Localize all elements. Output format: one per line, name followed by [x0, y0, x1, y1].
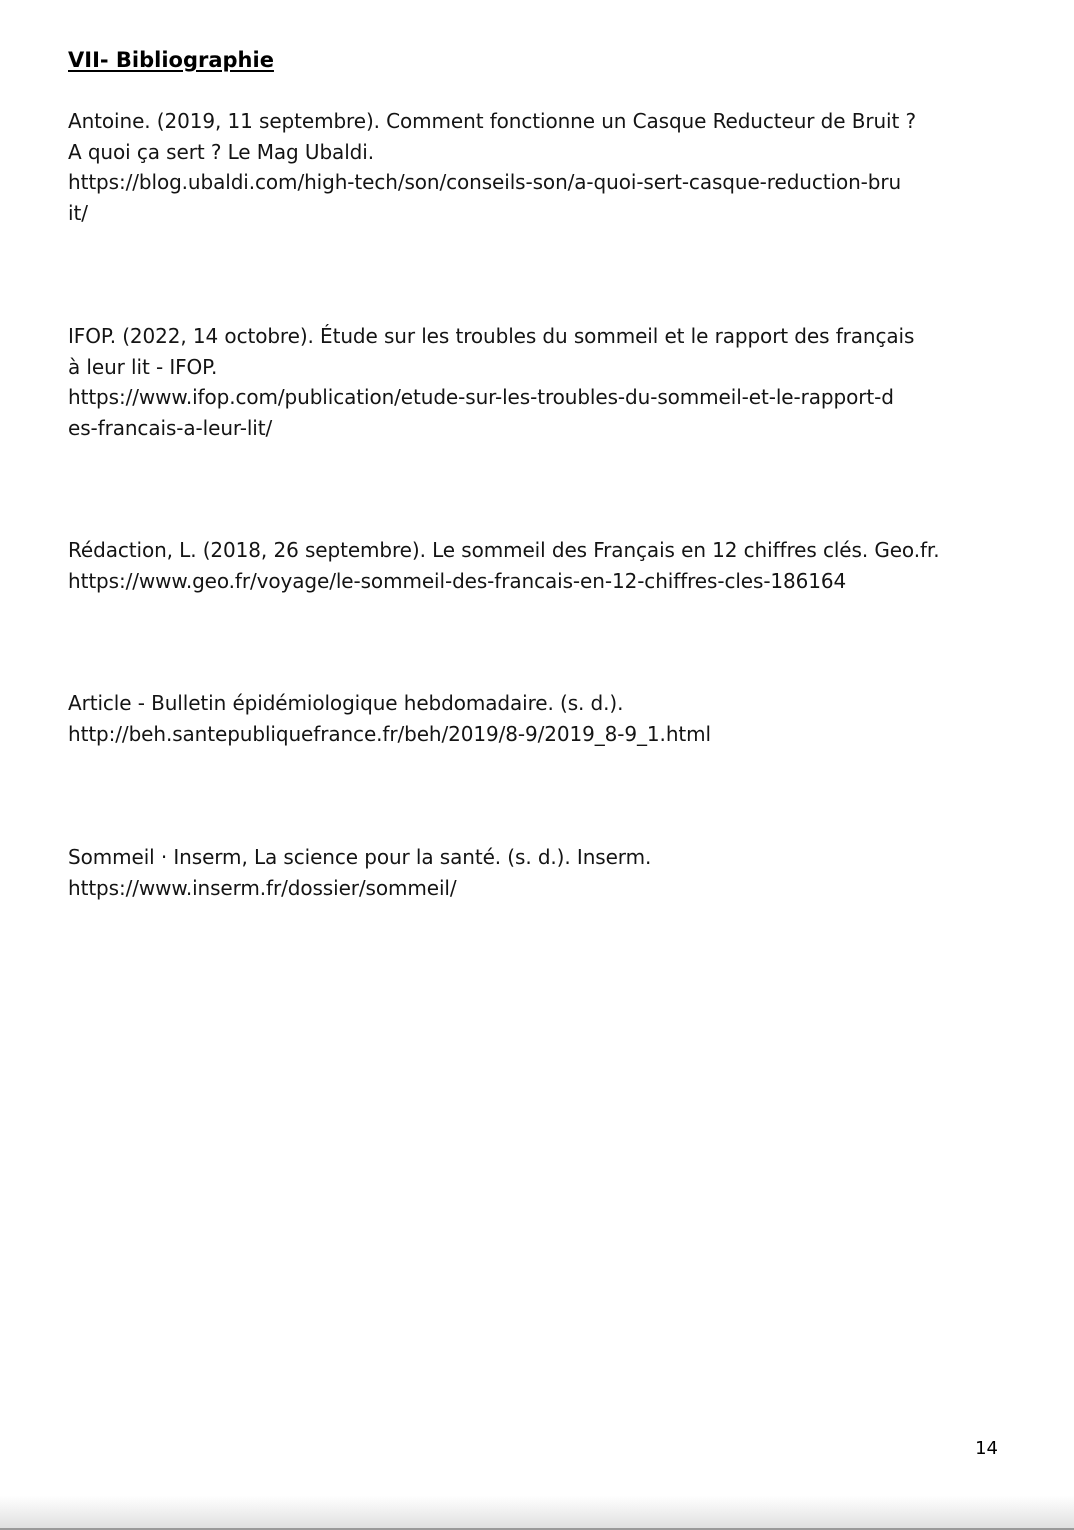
reference-text-line: Rédaction, L. (2018, 26 septembre). Le sommeil des Français en 12 chiffres clés. Geo.fr. — [68, 538, 940, 562]
reference-entry — [68, 842, 1003, 903]
reference-entry — [68, 535, 1003, 596]
reference-text-line: Article - Bulletin épidémiologique hebdomadaire. (s. d.). — [68, 691, 624, 715]
reference-text-line: Antoine. (2019, 11 septembre). Comment fonctionne un Casque Reducteur de Bruit ? — [68, 109, 917, 133]
reference-text-line: IFOP. (2022, 14 octobre). Étude sur les troubles du sommeil et le rapport des français — [68, 324, 915, 348]
reference-url-line[interactable]: https://www.ifop.com/publication/etude-sur-les-troubles-du-sommeil-et-le-rapport-d — [68, 385, 894, 409]
reference-url-line[interactable]: https://www.geo.fr/voyage/le-sommeil-des-francais-en-12-chiffres-cles-186164 — [68, 568, 847, 593]
reference-entry — [68, 688, 1003, 749]
reference-url-line[interactable]: https://blog.ubaldi.com/high-tech/son/conseils-son/a-quoi-sert-casque-reduction-bru — [68, 170, 902, 194]
reference-url-line[interactable]: it/ — [68, 200, 88, 225]
reference-url-line[interactable]: http://beh.santepubliquefrance.fr/beh/2019/8-9/2019_8-9_1.html — [68, 721, 711, 746]
reference-text-line: à leur lit - IFOP. — [68, 354, 218, 379]
reference-text-line: Sommeil · Inserm, La science pour la santé. (s. d.). Inserm. — [68, 845, 652, 869]
section-heading: VII- Bibliographie — [68, 48, 274, 72]
reference-text-line: A quoi ça sert ? Le Mag Ubaldi. — [68, 139, 374, 164]
page-number: 14 — [975, 1438, 998, 1459]
reference-entry — [68, 321, 1003, 443]
reference-entry — [68, 106, 1003, 228]
viewer-bottom-edge — [0, 1496, 1074, 1530]
reference-url-line[interactable]: es-francais-a-leur-lit/ — [68, 415, 273, 440]
reference-url-line[interactable]: https://www.inserm.fr/dossier/sommeil/ — [68, 875, 457, 900]
